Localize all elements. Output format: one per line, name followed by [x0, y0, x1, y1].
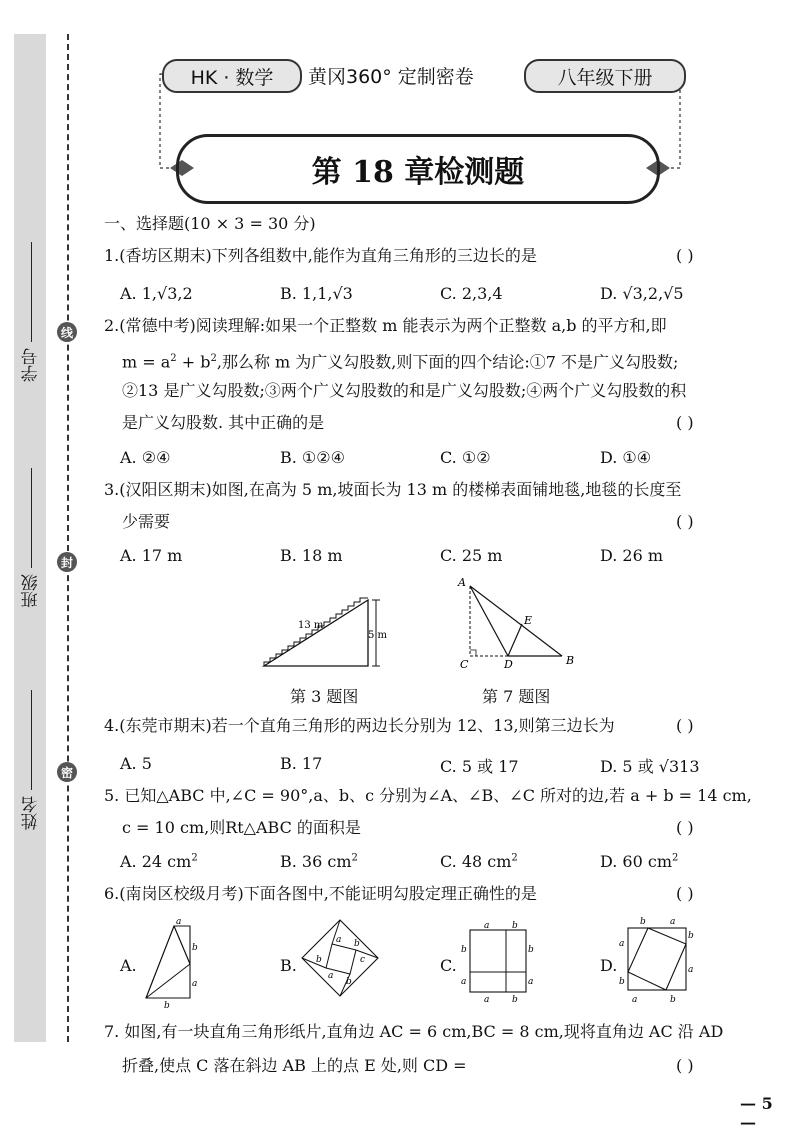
q6-figure-c: [458, 916, 538, 1006]
section-heading: 一、选择题(10 × 3 = 30 分): [104, 214, 316, 233]
q6-option-b-label[interactable]: B.: [280, 956, 297, 975]
q1-answer-blank[interactable]: ( ): [676, 246, 694, 265]
svg-text:a: a: [484, 921, 490, 931]
svg-text:a: a: [176, 917, 182, 927]
svg-text:b: b: [354, 939, 360, 949]
q6-stem: 6.(南岗区校级月考)下面各图中,不能证明勾股定理正确性的是: [104, 884, 537, 903]
q5-line2: c = 10 cm,则Rt△ABC 的面积是: [122, 818, 361, 837]
svg-text:a: a: [484, 995, 490, 1005]
svg-text:b: b: [346, 977, 352, 987]
q1-option-b[interactable]: B. 1,1,√3: [280, 284, 353, 303]
fig7-label-d: D: [504, 658, 513, 671]
svg-text:b: b: [688, 931, 694, 941]
student-id-field[interactable]: [16, 222, 46, 382]
q4-stem: 4.(东莞市期末)若一个直角三角形的两边长分别为 12、13,则第三边长为: [104, 716, 615, 735]
svg-text:c: c: [360, 955, 366, 965]
student-id-label: 学号: [21, 348, 42, 382]
q2-line4: 是广义勾股数. 其中正确的是: [122, 413, 325, 432]
q5-option-d[interactable]: D. 60 $cm^2$: [600, 852, 679, 871]
q3-answer-blank[interactable]: ( ): [676, 512, 694, 531]
q6-figure-a: [140, 916, 210, 1008]
q5-option-b[interactable]: B. 36 $cm^2$: [280, 852, 358, 871]
svg-text:b: b: [316, 955, 322, 965]
svg-text:a: a: [192, 979, 198, 989]
q2-line3: ②13 是广义勾股数;③两个广义勾股数的和是广义勾股数;④两个广义勾股数的积: [122, 381, 687, 400]
fig7-label-e: E: [524, 614, 533, 627]
grade-pill: 八年级下册: [524, 59, 686, 93]
q2-option-d[interactable]: D. ①④: [600, 448, 652, 467]
q1-stem: 1.(香坊区期末)下列各组数中,能作为直角三角形的三边长的是: [104, 246, 537, 265]
svg-text:b: b: [461, 945, 467, 955]
svg-text:a: a: [670, 917, 676, 927]
q2-option-c[interactable]: C. ①②: [440, 448, 491, 467]
q5-option-a[interactable]: A. 24 $cm^2$: [120, 852, 198, 871]
q7-answer-blank[interactable]: ( ): [676, 1056, 694, 1075]
q3-option-d[interactable]: D. 26 m: [600, 546, 664, 565]
figure-7-triangle: [452, 576, 582, 672]
q4-option-a[interactable]: A. 5: [120, 754, 152, 773]
class-label: 班级: [21, 574, 42, 608]
q6-answer-blank[interactable]: ( ): [676, 884, 694, 903]
subject-pill: HK · 数学: [162, 59, 302, 93]
name-label: 姓名: [21, 796, 42, 830]
q4-option-b[interactable]: B. 17: [280, 754, 323, 773]
q1-option-c[interactable]: C. 2,3,4: [440, 284, 503, 303]
svg-text:a: a: [461, 977, 467, 987]
svg-text:a: a: [528, 977, 534, 987]
q3-option-b[interactable]: B. 18 m: [280, 546, 343, 565]
q3-option-a[interactable]: A. 17 m: [120, 546, 183, 565]
q4-option-d[interactable]: D. 5 或 √313: [600, 757, 700, 776]
svg-text:a: a: [336, 935, 342, 945]
q2-line1: 2.(常德中考)阅读理解:如果一个正整数 m 能表示为两个正整数 a,b 的平方和,即: [104, 316, 667, 335]
q6-figure-b: [298, 916, 382, 1002]
svg-text:b: b: [670, 995, 676, 1005]
svg-text:a: a: [619, 939, 625, 949]
q3-line2: 少需要: [122, 512, 171, 531]
q7-line1: 7. 如图,有一块直角三角形纸片,直角边 AC = 6 cm,BC = 8 cm,现将直角边 AC 沿 AD: [104, 1022, 724, 1041]
svg-text:a: a: [632, 995, 638, 1005]
q3-line1: 3.(汉阳区期末)如图,在高为 5 m,坡面长为 13 m 的楼梯表面铺地毯,地毯的长度至: [104, 480, 682, 499]
svg-text:a: a: [328, 971, 334, 981]
svg-text:b: b: [619, 977, 625, 987]
q6-option-a-label[interactable]: A.: [120, 956, 137, 975]
fig3-slope-label: 13 m: [298, 620, 324, 631]
svg-text:a: a: [688, 965, 694, 975]
q2-line2: $m = a^2 + b^2$,那么称 m 为广义勾股数,则下面的四个结论:①7 不是广义勾股数;: [122, 352, 679, 372]
cut-line: [67, 34, 69, 1042]
class-field[interactable]: [16, 448, 46, 608]
q2-option-b[interactable]: B. ①②④: [280, 448, 345, 467]
q7-line2: 折叠,使点 C 落在斜边 AB 上的点 E 处,则 CD =: [122, 1056, 467, 1075]
fig3-caption: 第 3 题图: [290, 687, 359, 706]
seal-feng: 封: [57, 552, 77, 572]
q5-answer-blank[interactable]: ( ): [676, 818, 694, 837]
seal-xian: 线: [57, 322, 77, 342]
q6-option-d-label[interactable]: D.: [600, 956, 618, 975]
fig7-caption: 第 7 题图: [482, 687, 551, 706]
page-number: — 5 —: [740, 1094, 773, 1132]
q5-option-c[interactable]: C. 48 $cm^2$: [440, 852, 518, 871]
fig7-label-b: B: [566, 654, 575, 667]
svg-text:b: b: [512, 921, 518, 931]
svg-text:b: b: [528, 945, 534, 955]
q6-figure-d: [618, 914, 698, 1006]
svg-text:b: b: [164, 1001, 170, 1008]
fig3-height-label: 5 m: [368, 630, 388, 641]
q4-option-c[interactable]: C. 5 或 17: [440, 757, 519, 776]
q2-answer-blank[interactable]: ( ): [676, 413, 694, 432]
q4-answer-blank[interactable]: ( ): [676, 716, 694, 735]
name-field[interactable]: [16, 670, 46, 830]
brand-text: 黄冈360° 定制密卷: [308, 66, 474, 88]
svg-text:b: b: [192, 943, 198, 953]
q5-line1: 5. 已知△ABC 中,∠C = 90°,a、b、c 分别为∠A、∠B、∠C 所对的边,若 a + b = 14 cm,: [104, 786, 752, 805]
fig7-label-a: A: [458, 576, 466, 589]
chapter-title: 第 18 章检测题: [176, 134, 660, 204]
seal-mi: 密: [57, 762, 77, 782]
svg-text:b: b: [512, 995, 518, 1005]
svg-text:b: b: [640, 917, 646, 927]
figure-3-stairs: [256, 590, 396, 672]
q2-option-a[interactable]: A. ②④: [120, 448, 171, 467]
q6-option-c-label[interactable]: C.: [440, 956, 457, 975]
q3-option-c[interactable]: C. 25 m: [440, 546, 503, 565]
q1-option-d[interactable]: D. √3,2,√5: [600, 284, 684, 303]
q1-option-a[interactable]: A. 1,√3,2: [120, 284, 193, 303]
fig7-label-c: C: [460, 658, 469, 671]
